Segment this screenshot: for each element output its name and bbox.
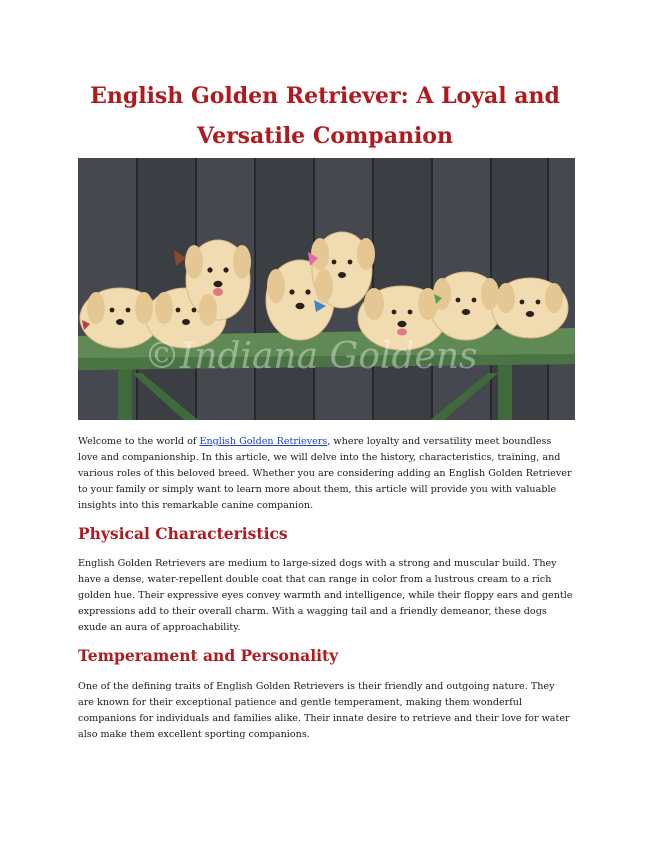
- photo-watermark: ©Indiana Goldens: [144, 336, 478, 377]
- english-golden-retrievers-link[interactable]: English Golden Retrievers: [199, 436, 328, 447]
- intro-paragraph: [78, 434, 573, 514]
- heading-physical-characteristics: Physical Characteristics: [78, 524, 288, 543]
- physical-characteristics-paragraph: English Golden Retrievers are medium to large-sized dogs with a strong and muscular build. They have a dense, water-repellent double coat that can range in color from a lustrous cream to a rich golden hue. Their expressive eyes convey warmth and intelligence, while their floppy ears and gentle expressions add to their overall charm. With a wagging tail and a friendly demeanor, these dogs exude an aura of approachability.: [78, 558, 573, 633]
- article-title: English Golden Retriever: A Loyal and Versatile Companion: [90, 83, 560, 149]
- intro-text-end: , where loyalty and versatility meet boundless love and companionship. In this article, we will delve into the history, characteristics, training, and various roles of this beloved breed. Whether you are considering adding an English Golden Retriever to your family or simply want to learn more about them, this article will provide you with valuable insights into this remarkable canine companion.: [78, 436, 572, 511]
- puppies-photo: [78, 158, 575, 420]
- temperament-paragraph: One of the defining traits of English Golden Retrievers is their friendly and outgoing nature. They are known for their exceptional patience and gentle temperament, making them wonderful companions for individuals and families alike. Their innate desire to retrieve and their love for water also make them excellent sporting companions.: [78, 681, 570, 740]
- heading-temperament-personality: Temperament and Personality: [78, 646, 339, 665]
- intro-text-start: Welcome to the world of: [78, 436, 200, 447]
